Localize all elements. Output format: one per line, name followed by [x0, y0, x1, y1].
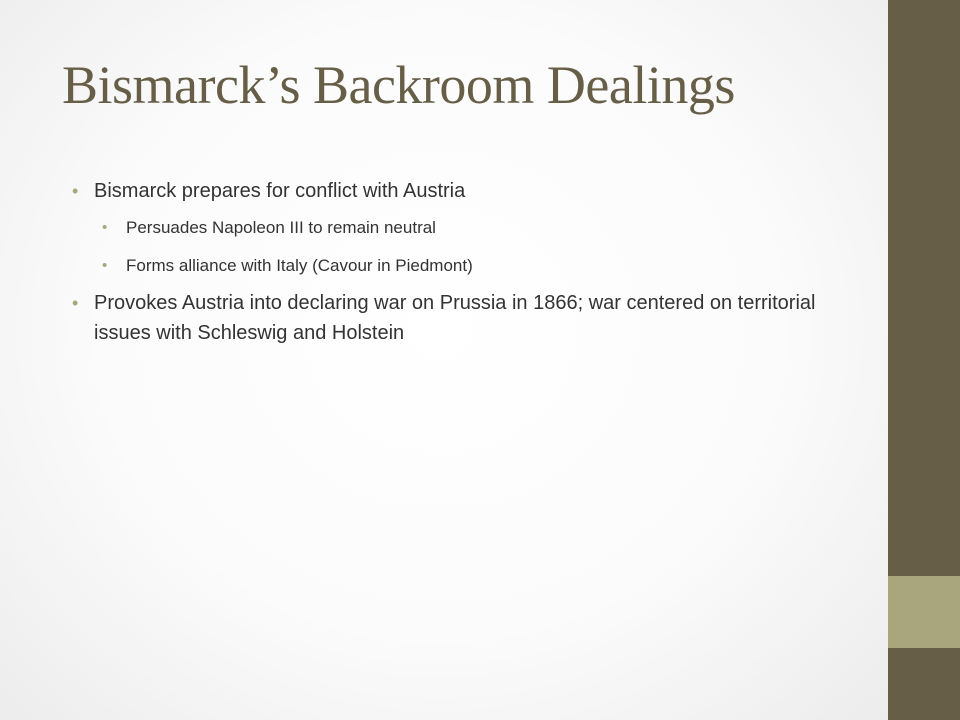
- side-accent-block: [888, 576, 960, 648]
- bullet-item-conflict-prep: [72, 176, 872, 206]
- sub-bullet-item-italy: [102, 254, 872, 278]
- bullet-text: Bismarck prepares for conflict with Austria: [94, 180, 466, 202]
- bullet-dot-icon: •: [72, 181, 79, 201]
- bullet-text: Persuades Napoleon III to remain neutral: [126, 218, 436, 237]
- slide-title: Bismarck’s Backroom Dealings: [62, 55, 735, 115]
- bullet-dot-icon: •: [102, 219, 108, 236]
- bullet-text: Provokes Austria into declaring war on Prussia in 1866; war centered on territorial issues with Schleswig and Holstein: [94, 292, 816, 344]
- bullet-dot-icon: •: [72, 293, 79, 313]
- bullet-list: [72, 176, 872, 348]
- bullet-item-war-provocation: [72, 288, 872, 348]
- sub-bullet-item-napoleon: [102, 216, 872, 240]
- bullet-text: Forms alliance with Italy (Cavour in Piedmont): [126, 256, 473, 275]
- bullet-dot-icon: •: [102, 257, 108, 274]
